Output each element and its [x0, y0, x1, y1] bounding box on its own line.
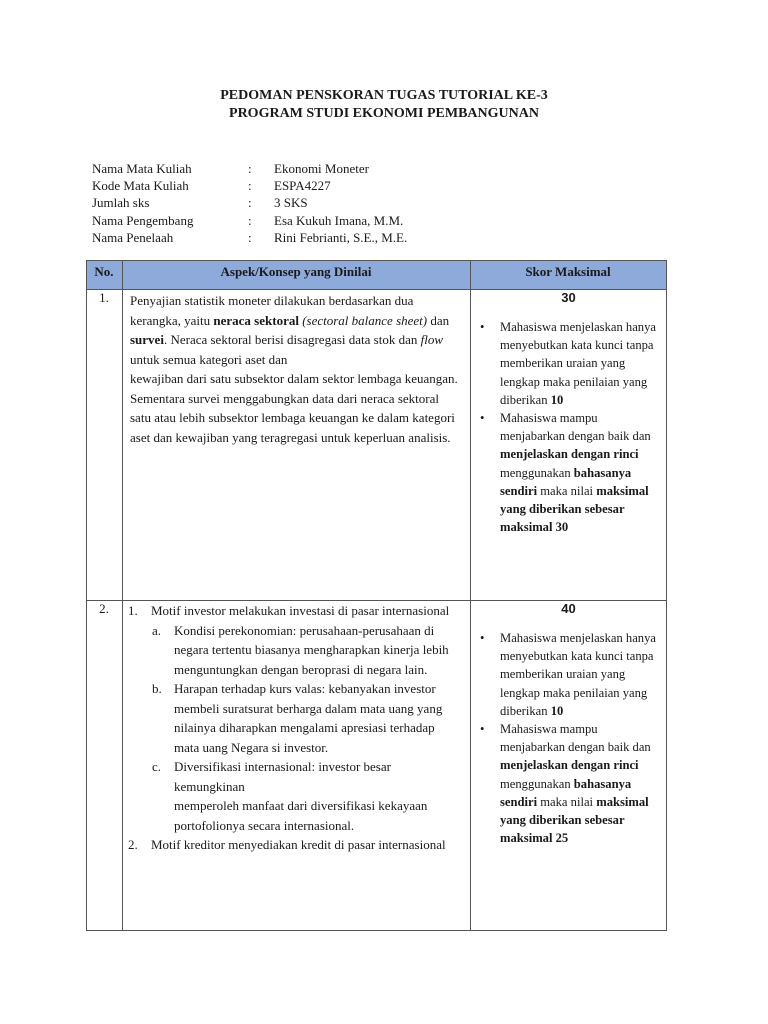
scoring-criteria [476, 629, 662, 847]
list-marker: 2. [128, 837, 138, 852]
info-label: Nama Penelaah [92, 229, 174, 245]
list-text: Harapan terhadap kurs valas: kebanyakan investor membeli suratsurat berharga dalam mata uang yang nilainya diharapkan mengalami apresiasi terhadap mata uang Negara si investor. [174, 681, 443, 755]
term-neraca-sektoral: neraca sektoral [213, 312, 299, 328]
list-text: Diversifikasi internasional: investor besar kemungkinan [174, 759, 391, 794]
table-border [86, 930, 667, 931]
list-marker: 1. [128, 603, 138, 618]
text-run: menggunakan [500, 465, 574, 480]
criteria-item [476, 720, 662, 847]
term-survei: survei [130, 332, 164, 347]
info-label: Nama Mata Kuliah [92, 161, 192, 176]
text-run: Mahasiswa mampu menjabarkan dengan baik dan [500, 411, 651, 444]
info-row-developer [92, 212, 407, 229]
text-run: menggunakan [500, 776, 574, 791]
info-row-credits [92, 194, 407, 211]
emphasis: bahasanya sendiri [500, 465, 632, 498]
list-text: Motif investor melakukan investasi di pasar internasional [151, 603, 450, 618]
emphasis: bahasanya sendiri [500, 776, 632, 809]
max-score: 40 [561, 601, 576, 616]
info-value: ESPA4227 [274, 178, 331, 194]
row-number: 2. [99, 601, 109, 616]
list-marker: b. [152, 681, 162, 696]
text-run: maka nilai [537, 794, 597, 809]
info-colon: : [248, 161, 252, 176]
info-value: Esa Kukuh Imana, M.M. [274, 212, 404, 228]
criteria-item [476, 629, 662, 720]
score-value: 10 [550, 703, 564, 718]
info-colon: : [248, 195, 252, 211]
criteria-item [476, 409, 662, 536]
info-row-reviewer [92, 229, 407, 246]
list-item [126, 835, 462, 855]
emphasis: menjelaskan dengan rinci [500, 447, 639, 462]
text-run: dan [427, 312, 450, 328]
header-skor: Skor Maksimal [525, 264, 611, 279]
info-row-course-name [92, 160, 407, 177]
table-border [122, 260, 123, 931]
list-item [126, 601, 462, 621]
list-text: Kondisi perekonomian: perusahaan-perusahaan di negara tertentu biasanya mengharapkan kinerja lebih menguntungkan dengan beroprasi di negara lain. [174, 622, 449, 677]
list-marker: c. [152, 759, 162, 774]
term-flow: flow [420, 332, 444, 347]
page-title-line2: PROGRAM STUDI EKONOMI PEMBANGUNAN [229, 106, 539, 121]
header-no: No. [94, 264, 114, 279]
info-row-course-code [92, 177, 407, 194]
info-value: Rini Febrianti, S.E., M.E. [274, 229, 408, 245]
score-value: 10 [550, 392, 564, 407]
list-text: Motif kreditor menyediakan kredit di pasar internasional [151, 837, 446, 852]
sub-list-item [126, 679, 462, 757]
aspect-list [126, 601, 462, 855]
info-colon: : [248, 212, 252, 228]
list-marker: a. [152, 622, 162, 638]
text-run: Mahasiswa menjelaskan hanya menyebutkan kata kunci tanpa memberikan uraian yang lengkap maka penilaian yang diberikan [500, 631, 656, 718]
table-border [470, 260, 471, 931]
sub-list-item [126, 757, 462, 835]
row-number: 1. [99, 290, 109, 305]
scoring-table [86, 260, 667, 931]
scoring-criteria [476, 318, 662, 536]
info-label: Kode Mata Kuliah [92, 178, 189, 194]
text-run: kewajiban dari satu subsektor dalam sektor lembaga keuangan. Sementara survei menggabungkan data dari neraca sektoral satu atau lebih subsektor lembaga keuangan ke dalam kategori aset dan kewajiban yang teragregasi untuk keperluan analisis. [130, 371, 458, 445]
text-run: maka nilai [537, 483, 597, 498]
table-border [86, 260, 87, 931]
sub-list-item [126, 621, 462, 680]
header-aspek: Aspek/Konsep yang Dinilai [220, 264, 372, 279]
info-colon: : [248, 229, 252, 245]
info-label: Nama Pengembang [92, 212, 194, 228]
emphasis: menjelaskan dengan rinci [500, 758, 639, 773]
emphasis: maksimal yang diberikan sebesar maksimal 25 [500, 794, 649, 846]
criteria-item [476, 318, 662, 409]
info-label: Jumlah sks [92, 195, 150, 211]
list-text: memperoleh manfaat dari diversifikasi kekayaan portofolionya secara internasional. [174, 798, 428, 833]
text-run: . Neraca sektoral berisi disagregasi data stok dan [163, 332, 421, 347]
aspect-text [130, 291, 462, 447]
info-value: 3 SKS [274, 195, 308, 211]
info-value: Ekonomi Moneter [274, 161, 369, 176]
page-title-line1: PEDOMAN PENSKORAN TUGAS TUTORIAL KE-3 [220, 88, 548, 103]
table-border [666, 260, 667, 931]
text-run: Mahasiswa menjelaskan hanya menyebutkan kata kunci tanpa memberikan uraian yang lengkap maka penilaian yang diberikan [500, 320, 656, 407]
table-border [86, 260, 667, 261]
info-colon: : [248, 178, 252, 194]
emphasis: maksimal yang diberikan sebesar maksimal 30 [500, 483, 649, 535]
text-run: untuk semua kategori aset dan [130, 351, 288, 367]
course-info [92, 160, 407, 246]
sub-list [126, 621, 462, 836]
max-score: 30 [561, 290, 576, 305]
text-run: Penyajian statistik moneter dilakukan berdasarkan dua kerangka, yaitu [130, 293, 414, 328]
text-run: Mahasiswa mampu menjabarkan dengan baik dan [500, 722, 651, 755]
term-sectoral-balance-sheet: (sectoral balance sheet) [302, 312, 428, 328]
